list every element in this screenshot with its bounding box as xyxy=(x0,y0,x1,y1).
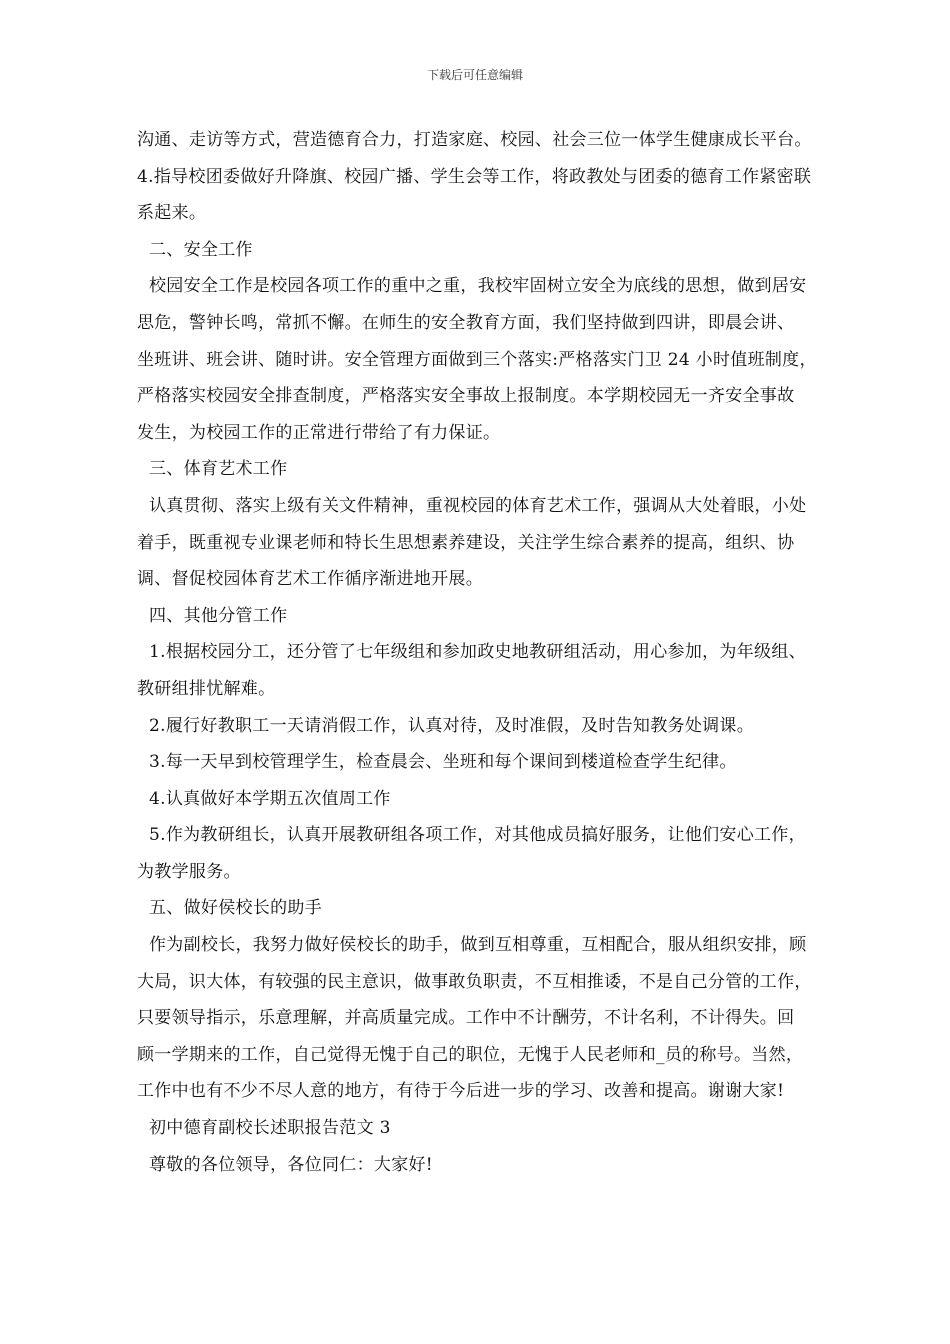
text-line: 思危，警钟长鸣，常抓不懈。在师生的安全教育方面，我们坚持做到四讲，即晨会讲、 xyxy=(137,312,795,333)
text-line: 严格落实校园安全排查制度，严格落实安全事故上报制度。本学期校园无一齐安全事故 xyxy=(137,386,795,407)
page-header-note: 下载后可任意编辑 xyxy=(426,68,523,82)
text-line: 教研组排忧解难。 xyxy=(137,678,276,699)
text-line: 尊敬的各位领导，各位同仁：大家好! xyxy=(149,1154,433,1175)
text-line: 发生，为校园工作的正常进行带给了有力保证。 xyxy=(137,422,501,443)
text-line: 校园安全工作是校园各项工作的重中之重，我校牢固树立安全为底线的思想，做到居安 xyxy=(149,276,807,297)
text-line: 大局，识大体，有较强的民主意识，做事敢负职责，不互相推诿，不是自己分管的工作， xyxy=(137,971,812,992)
text-line: 4.认真做好本学期五次值周工作 xyxy=(149,788,391,809)
section-heading: 四、其他分管工作 xyxy=(149,605,288,626)
text-line: 3.每一天早到校管理学生，检查晨会、坐班和每个课间到楼道检查学生纪律。 xyxy=(149,752,737,773)
text-line: 坐班讲、班会讲、随时讲。安全管理方面做到三个落实:严格落实门卫 24 小时值班制度， xyxy=(137,349,817,370)
text-line: 顾一学期来的工作，自己觉得无愧于自己的职位，无愧于人民老师和_员的称号。当然， xyxy=(137,1044,804,1065)
section-heading: 初中德育副校长述职报告范文 3 xyxy=(149,1118,391,1139)
text-line: 为教学服务。 xyxy=(137,861,241,882)
text-line: 只要领导指示，乐意理解，并高质量完成。工作中不计酬劳，不计名利，不计得失。回 xyxy=(137,1008,795,1029)
section-heading: 三、体育艺术工作 xyxy=(149,459,288,480)
text-line: 1.根据校园分工，还分管了七年级组和参加政史地教研组活动，用心参加，为年级组、 xyxy=(149,642,806,663)
text-line: 调、督促校园体育艺术工作循序渐进地开展。 xyxy=(137,569,483,590)
text-line: 认真贯彻、落实上级有关文件精神，重视校园的体育艺术工作，强调从大处着眼，小处 xyxy=(149,495,807,516)
text-line: 5.作为教研组长，认真开展教研组各项工作，对其他成员搞好服务，让他们安心工作， xyxy=(149,825,806,846)
text-line: 2.履行好教职工一天请消假工作，认真对待，及时准假，及时告知教务处调课。 xyxy=(149,715,755,736)
document-body xyxy=(137,122,917,1183)
text-line: 沟通、走访等方式，营造德育合力，打造家庭、校园、社会三位一体学生健康成长平台。 xyxy=(137,130,812,150)
text-line: 4.指导校团委做好升降旗、校园广播、学生会等工作，将政教处与团委的德育工作紧密联 xyxy=(137,166,812,187)
text-line: 作为副校长，我努力做好侯校长的助手，做到互相尊重，互相配合，服从组织安排，顾 xyxy=(149,935,807,956)
section-heading: 二、安全工作 xyxy=(149,239,253,260)
text-line: 工作中也有不少不尽人意的地方，有待于今后进一步的学习、改善和提高。谢谢大家! xyxy=(137,1081,785,1102)
section-heading: 五、做好侯校长的助手 xyxy=(149,898,322,919)
text-line: 着手，既重视专业课老师和特长生思想素养建设，关注学生综合素养的提高，组织、协 xyxy=(137,532,795,553)
text-line: 系起来。 xyxy=(137,203,207,224)
